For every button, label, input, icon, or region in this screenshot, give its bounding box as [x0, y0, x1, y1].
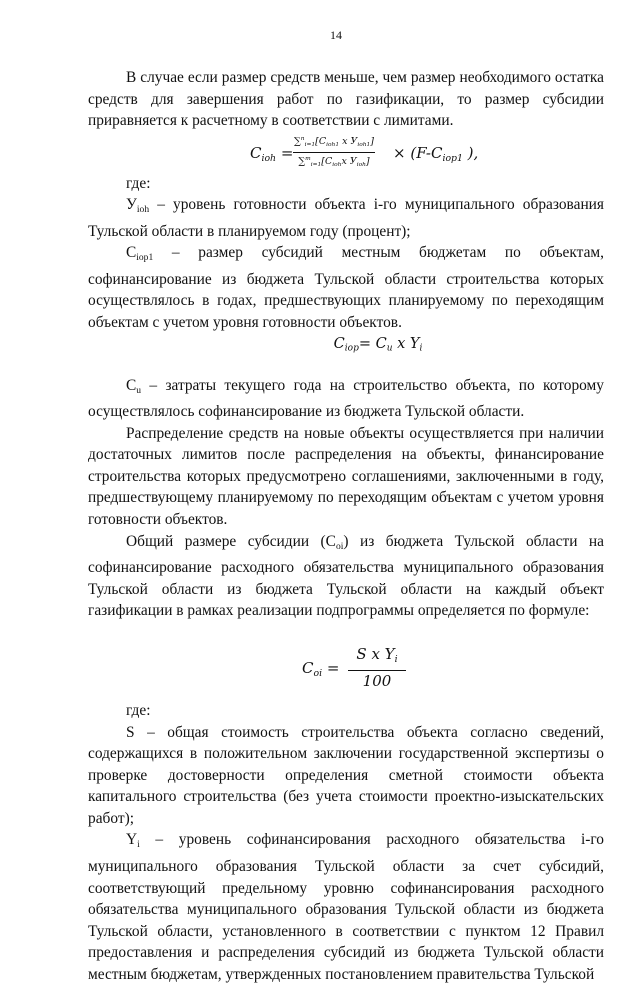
where-label-2: где:	[126, 701, 151, 719]
paragraph-insufficient-funds: В случае если размер средств меньше, чем размер необходимого остатка средств для завершения работ по газификации, то размер субсидии приравняется к расчетному в соответствии с лимитами.	[88, 69, 604, 130]
formula-3-fraction	[348, 644, 406, 692]
formula-1-lhs: $C_{ioh}$ =	[250, 143, 294, 164]
formula-c-oi	[88, 644, 604, 692]
definition-c-u: $C_u$ – затраты текущего года на строительство объекта, по которому осуществлялось софинансирование из бюджета Тульской области.	[88, 376, 604, 421]
formula-3-lhs: $C_{oi}$ =	[302, 658, 340, 679]
definition-y-i: $Y_i$ – уровень софинансирования расходного обязательства i-го муниципального образования Тульской области за счет субсидий, соответствующий предельному уровню софинансирования расходного обязательства муниципального образования Тульской области из бюджета Тульской области, установленного в соответствии с пунктом 12 Правил предоставления и распределения субсидий из бюджета Тульской области местным бюджетам, утвержденных постановлением правительства Тульской	[88, 831, 604, 983]
definition-y-ioh: $У_{ioh}$ – уровень готовности объекта i-го муниципального образования Тульской области в планируемом году (процент);	[88, 196, 604, 240]
formula-subsidy-ioh	[88, 133, 604, 171]
formula-1-rhs: × ($F-C_{iop1}$ ),	[393, 143, 479, 164]
where-label: где:	[126, 174, 151, 192]
paragraph-new-objects: Распределение средств на новые объекты осуществляется при наличии достаточных лимитов после распределения на объекты, финансирование строительства которых предусмотрено соглашениями, заключенными в году, предшествующему планируемому по переходящим объектам с учетом уровня готовности объектов.	[88, 424, 604, 529]
definition-c-iop1: $C_{iop1}$ – размер субсидий местным бюджетам по объектам, софинансирование из бюджета Тульской области строительства которых осуществлялось в годах, предшествующих планируемому по переходящим объектам с учетом уровня готовности объектов.	[88, 244, 604, 332]
paragraph-total-subsidy: Общий размере субсидии $(C_{oi})$ из бюджета Тульской области на софинансирование расходного обязательства муниципального образования Тульской области из бюджета Тульской области на каждый объект газификации в рамках реализации подпрограммы определяется по формуле:	[88, 532, 604, 620]
formula-c-iop: $C_{iop}= C_u$ x $Y_i$	[333, 335, 423, 354]
formula-1-numerator: $\sum^n_{i=1}[C_{ioh1}$ x $У_{ioh1}$]	[293, 134, 375, 153]
formula-1-denominator: $\sum^m_{i=1}[C_{ioh}x$ $У_{ioh}$]	[298, 155, 370, 168]
page-number: 14	[330, 28, 342, 42]
formula-3-denominator: 100	[362, 671, 392, 690]
definition-s: S – общая стоимость строительства объекта согласно сведений, содержащихся в положительном заключении государственной экспертизы о проверке достоверности определения сметной стоимости объекта капитального строительства (без учета стоимости проектно-изыскательских работ);	[88, 723, 604, 827]
document-page	[88, 28, 604, 983]
formula-1-fraction	[293, 134, 375, 171]
formula-3-numerator: S x $Y_i$	[348, 644, 406, 671]
